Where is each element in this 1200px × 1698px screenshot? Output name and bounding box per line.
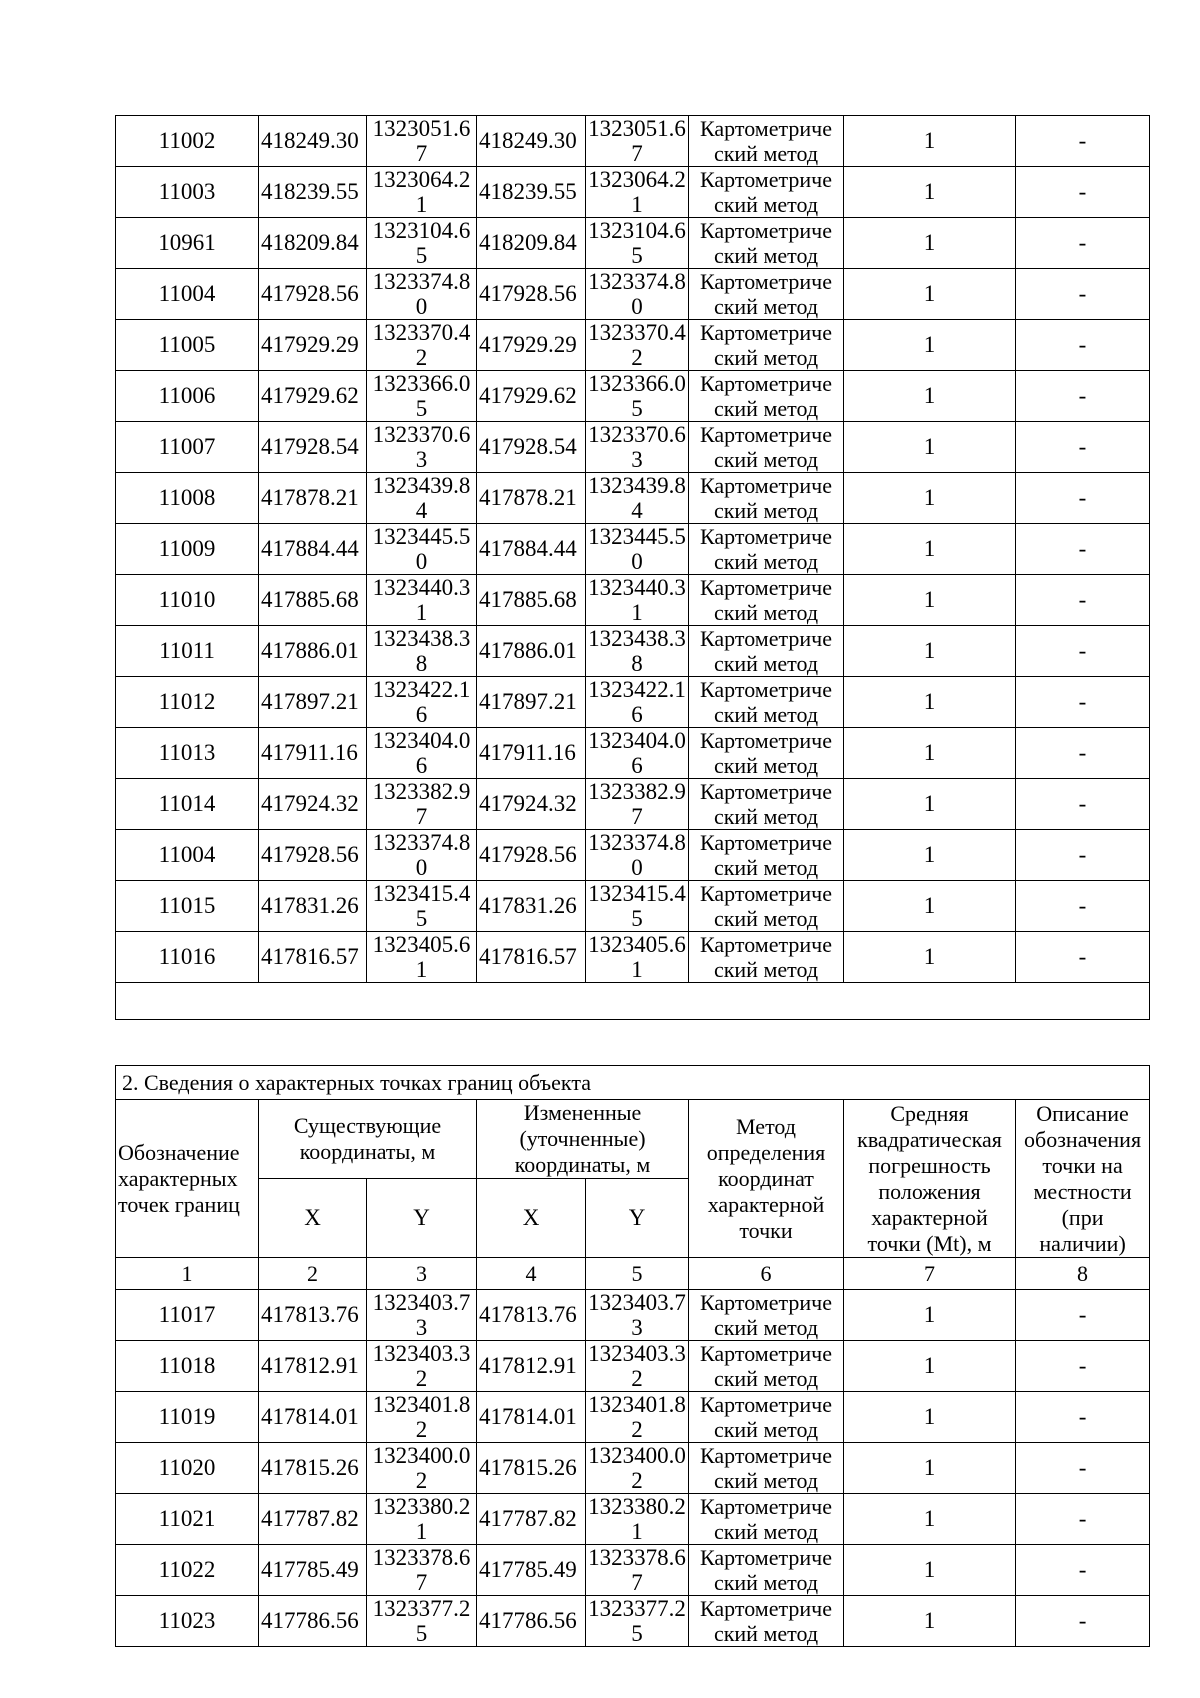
method-line-1: Картометриче — [700, 116, 832, 141]
changed-x: 417878.21 — [477, 473, 586, 524]
header-changed-coords: Измененные (уточненные) координаты, м — [477, 1100, 689, 1179]
method-cell — [689, 218, 844, 269]
method-cell — [689, 830, 844, 881]
point-designation: 11011 — [116, 626, 259, 677]
method-line-1: Картометриче — [700, 1443, 832, 1468]
existing-x: 417815.26 — [259, 1443, 367, 1494]
existing-x: 417886.01 — [259, 626, 367, 677]
table-row — [116, 1494, 1150, 1545]
point-description: - — [1016, 1392, 1150, 1443]
mean-error: 1 — [844, 728, 1016, 779]
table-row — [116, 422, 1150, 473]
existing-y: 1323400.02 — [367, 1443, 477, 1494]
method-line-1: Картометриче — [700, 1494, 832, 1519]
mean-error: 1 — [844, 524, 1016, 575]
point-designation: 10961 — [116, 218, 259, 269]
point-designation: 11023 — [116, 1596, 259, 1647]
mean-error: 1 — [844, 626, 1016, 677]
method-line-1: Картометриче — [700, 1341, 832, 1366]
changed-x: 417815.26 — [477, 1443, 586, 1494]
table-row — [116, 320, 1150, 371]
method-cell — [689, 167, 844, 218]
changed-x: 418239.55 — [477, 167, 586, 218]
point-designation: 11016 — [116, 932, 259, 983]
table2-body — [116, 1066, 1150, 1647]
mean-error: 1 — [844, 1392, 1016, 1443]
mean-error: 1 — [844, 1545, 1016, 1596]
existing-y: 1323382.97 — [367, 779, 477, 830]
method-line-2: ский метод — [713, 804, 819, 829]
method-line-1: Картометриче — [700, 728, 832, 753]
existing-x: 418249.30 — [259, 116, 367, 167]
method-cell — [689, 779, 844, 830]
changed-y: 1323378.67 — [586, 1545, 689, 1596]
method-cell — [689, 1290, 844, 1341]
existing-y: 1323445.50 — [367, 524, 477, 575]
method-line-2: ский метод — [713, 651, 819, 676]
table-row — [116, 1545, 1150, 1596]
method-line-2: ский метод — [713, 396, 819, 421]
changed-y: 1323422.16 — [586, 677, 689, 728]
point-description: - — [1016, 1443, 1150, 1494]
existing-y: 1323403.32 — [367, 1341, 477, 1392]
method-cell — [689, 371, 844, 422]
point-description: - — [1016, 575, 1150, 626]
method-cell — [689, 575, 844, 626]
mean-error: 1 — [844, 473, 1016, 524]
changed-y: 1323403.73 — [586, 1290, 689, 1341]
mean-error: 1 — [844, 167, 1016, 218]
method-line-1: Картометриче — [700, 626, 832, 651]
existing-y: 1323438.38 — [367, 626, 477, 677]
column-number: 4 — [477, 1258, 586, 1290]
method-line-2: ский метод — [713, 1417, 819, 1442]
changed-y: 1323404.06 — [586, 728, 689, 779]
point-designation: 11009 — [116, 524, 259, 575]
method-cell — [689, 881, 844, 932]
table-row — [116, 1290, 1150, 1341]
existing-y: 1323405.61 — [367, 932, 477, 983]
table-row — [116, 167, 1150, 218]
mean-error: 1 — [844, 1341, 1016, 1392]
method-line-1: Картометриче — [700, 830, 832, 855]
method-line-1: Картометриче — [700, 422, 832, 447]
column-number: 8 — [1016, 1258, 1150, 1290]
method-cell — [689, 1596, 844, 1647]
table-row — [116, 932, 1150, 983]
existing-x: 417928.54 — [259, 422, 367, 473]
table-row — [116, 116, 1150, 167]
point-designation: 11014 — [116, 779, 259, 830]
existing-x: 418209.84 — [259, 218, 367, 269]
changed-x: 417924.32 — [477, 779, 586, 830]
existing-x: 417813.76 — [259, 1290, 367, 1341]
method-cell — [689, 932, 844, 983]
existing-x: 417878.21 — [259, 473, 367, 524]
point-description: - — [1016, 1545, 1150, 1596]
header-changed-y: Y — [586, 1179, 689, 1258]
existing-y: 1323439.84 — [367, 473, 477, 524]
table-row — [116, 779, 1150, 830]
method-line-2: ский метод — [713, 345, 819, 370]
changed-y: 1323440.31 — [586, 575, 689, 626]
point-designation: 11022 — [116, 1545, 259, 1596]
changed-x: 417814.01 — [477, 1392, 586, 1443]
method-line-2: ский метод — [713, 1621, 819, 1646]
point-description: - — [1016, 779, 1150, 830]
existing-x: 417924.32 — [259, 779, 367, 830]
changed-x: 417911.16 — [477, 728, 586, 779]
empty-cell — [116, 983, 1150, 1020]
method-line-1: Картометриче — [700, 575, 832, 600]
changed-y: 1323403.32 — [586, 1341, 689, 1392]
existing-x: 418239.55 — [259, 167, 367, 218]
table-row — [116, 1341, 1150, 1392]
changed-y: 1323374.80 — [586, 269, 689, 320]
method-line-1: Картометриче — [700, 1290, 832, 1315]
method-cell — [689, 1443, 844, 1494]
existing-y: 1323404.06 — [367, 728, 477, 779]
point-description: - — [1016, 524, 1150, 575]
point-designation: 11013 — [116, 728, 259, 779]
existing-x: 417816.57 — [259, 932, 367, 983]
changed-y: 1323405.61 — [586, 932, 689, 983]
point-designation: 11018 — [116, 1341, 259, 1392]
changed-x: 417885.68 — [477, 575, 586, 626]
method-line-2: ский метод — [713, 957, 819, 982]
existing-y: 1323401.82 — [367, 1392, 477, 1443]
point-designation: 11005 — [116, 320, 259, 371]
mean-error: 1 — [844, 1290, 1016, 1341]
mean-error: 1 — [844, 677, 1016, 728]
table1-body — [116, 116, 1150, 1020]
method-cell — [689, 116, 844, 167]
method-cell — [689, 1494, 844, 1545]
changed-x: 418249.30 — [477, 116, 586, 167]
table-row — [116, 1443, 1150, 1494]
existing-y: 1323403.73 — [367, 1290, 477, 1341]
changed-x: 417785.49 — [477, 1545, 586, 1596]
column-number: 6 — [689, 1258, 844, 1290]
table-row — [116, 575, 1150, 626]
table-row — [116, 677, 1150, 728]
column-number-row — [116, 1258, 1150, 1290]
changed-x: 417812.91 — [477, 1341, 586, 1392]
method-cell — [689, 422, 844, 473]
changed-y: 1323445.50 — [586, 524, 689, 575]
point-designation: 11006 — [116, 371, 259, 422]
existing-x: 417911.16 — [259, 728, 367, 779]
table-row — [116, 1392, 1150, 1443]
method-cell — [689, 677, 844, 728]
existing-x: 417831.26 — [259, 881, 367, 932]
boundary-points-table-continued — [115, 115, 1150, 1020]
header-existing-coords: Существующие координаты, м — [259, 1100, 477, 1179]
mean-error: 1 — [844, 320, 1016, 371]
changed-y: 1323382.97 — [586, 779, 689, 830]
existing-y: 1323370.42 — [367, 320, 477, 371]
changed-x: 417929.62 — [477, 371, 586, 422]
existing-y: 1323370.63 — [367, 422, 477, 473]
header-mean-error: Средняя квадратическая погрешность положения характерной точки (Mt), м — [844, 1100, 1016, 1258]
existing-x: 417928.56 — [259, 269, 367, 320]
point-description: - — [1016, 167, 1150, 218]
table-row — [116, 728, 1150, 779]
point-description: - — [1016, 728, 1150, 779]
changed-x: 417786.56 — [477, 1596, 586, 1647]
point-designation: 11004 — [116, 269, 259, 320]
method-line-2: ский метод — [713, 141, 819, 166]
point-designation: 11015 — [116, 881, 259, 932]
method-cell — [689, 524, 844, 575]
changed-x: 417928.56 — [477, 269, 586, 320]
column-number: 7 — [844, 1258, 1016, 1290]
mean-error: 1 — [844, 779, 1016, 830]
changed-y: 1323104.65 — [586, 218, 689, 269]
point-description: - — [1016, 269, 1150, 320]
method-line-1: Картометриче — [700, 269, 832, 294]
point-designation: 11003 — [116, 167, 259, 218]
mean-error: 1 — [844, 881, 1016, 932]
header-row-1 — [116, 1100, 1150, 1179]
point-designation: 11002 — [116, 116, 259, 167]
changed-x: 417928.54 — [477, 422, 586, 473]
point-description: - — [1016, 932, 1150, 983]
existing-y: 1323366.05 — [367, 371, 477, 422]
method-cell — [689, 1545, 844, 1596]
column-number: 2 — [259, 1258, 367, 1290]
method-line-1: Картометриче — [700, 473, 832, 498]
method-line-2: ский метод — [713, 906, 819, 931]
existing-y: 1323064.21 — [367, 167, 477, 218]
method-line-1: Картометриче — [700, 881, 832, 906]
changed-x: 417816.57 — [477, 932, 586, 983]
existing-x: 417785.49 — [259, 1545, 367, 1596]
existing-y: 1323374.80 — [367, 830, 477, 881]
changed-y: 1323377.25 — [586, 1596, 689, 1647]
mean-error: 1 — [844, 830, 1016, 881]
method-line-1: Картометриче — [700, 320, 832, 345]
mean-error: 1 — [844, 1494, 1016, 1545]
changed-x: 417886.01 — [477, 626, 586, 677]
column-number: 1 — [116, 1258, 259, 1290]
point-description: - — [1016, 473, 1150, 524]
existing-y: 1323104.65 — [367, 218, 477, 269]
point-description: - — [1016, 1341, 1150, 1392]
point-description: - — [1016, 677, 1150, 728]
method-line-1: Картометриче — [700, 1596, 832, 1621]
point-designation: 11010 — [116, 575, 259, 626]
point-description: - — [1016, 371, 1150, 422]
point-description: - — [1016, 320, 1150, 371]
method-cell — [689, 1392, 844, 1443]
changed-x: 417897.21 — [477, 677, 586, 728]
method-line-1: Картометриче — [700, 1392, 832, 1417]
method-line-1: Картометриче — [700, 371, 832, 396]
mean-error: 1 — [844, 932, 1016, 983]
mean-error: 1 — [844, 371, 1016, 422]
method-cell — [689, 1341, 844, 1392]
method-cell — [689, 320, 844, 371]
changed-y: 1323380.21 — [586, 1494, 689, 1545]
changed-x: 418209.84 — [477, 218, 586, 269]
existing-x: 417929.62 — [259, 371, 367, 422]
header-method: Метод определения координат характерной точки — [689, 1100, 844, 1258]
changed-y: 1323401.82 — [586, 1392, 689, 1443]
method-line-2: ский метод — [713, 1570, 819, 1595]
empty-row — [116, 983, 1150, 1020]
column-number: 5 — [586, 1258, 689, 1290]
table-row — [116, 218, 1150, 269]
method-cell — [689, 626, 844, 677]
point-description: - — [1016, 218, 1150, 269]
existing-x: 417897.21 — [259, 677, 367, 728]
table-row — [116, 371, 1150, 422]
existing-y: 1323422.16 — [367, 677, 477, 728]
header-existing-x: X — [259, 1179, 367, 1258]
method-line-2: ский метод — [713, 243, 819, 268]
header-point-designation: Обозначение характерных точек границ — [116, 1100, 259, 1258]
method-line-2: ский метод — [713, 1519, 819, 1544]
existing-y: 1323374.80 — [367, 269, 477, 320]
mean-error: 1 — [844, 422, 1016, 473]
method-line-2: ский метод — [713, 549, 819, 574]
changed-y: 1323415.45 — [586, 881, 689, 932]
method-line-1: Картометриче — [700, 779, 832, 804]
changed-y: 1323366.05 — [586, 371, 689, 422]
point-designation: 11021 — [116, 1494, 259, 1545]
existing-x: 417928.56 — [259, 830, 367, 881]
point-designation: 11017 — [116, 1290, 259, 1341]
method-line-2: ский метод — [713, 855, 819, 880]
method-line-2: ский метод — [713, 192, 819, 217]
method-line-1: Картометриче — [700, 1545, 832, 1570]
existing-x: 417787.82 — [259, 1494, 367, 1545]
changed-y: 1323370.42 — [586, 320, 689, 371]
point-description: - — [1016, 830, 1150, 881]
point-description: - — [1016, 1290, 1150, 1341]
existing-y: 1323051.67 — [367, 116, 477, 167]
column-number: 3 — [367, 1258, 477, 1290]
table-title: 2. Сведения о характерных точках границ объекта — [116, 1066, 1150, 1100]
existing-y: 1323380.21 — [367, 1494, 477, 1545]
table-row — [116, 881, 1150, 932]
method-line-1: Картометриче — [700, 524, 832, 549]
method-line-2: ский метод — [713, 600, 819, 625]
method-cell — [689, 728, 844, 779]
header-existing-y: Y — [367, 1179, 477, 1258]
existing-y: 1323378.67 — [367, 1545, 477, 1596]
existing-x: 417814.01 — [259, 1392, 367, 1443]
table-row — [116, 524, 1150, 575]
changed-x: 417884.44 — [477, 524, 586, 575]
header-changed-x: X — [477, 1179, 586, 1258]
method-line-2: ский метод — [713, 498, 819, 523]
changed-y: 1323374.80 — [586, 830, 689, 881]
table-row — [116, 830, 1150, 881]
existing-x: 417884.44 — [259, 524, 367, 575]
point-description: - — [1016, 422, 1150, 473]
table-row — [116, 269, 1150, 320]
point-description: - — [1016, 1596, 1150, 1647]
point-designation: 11008 — [116, 473, 259, 524]
changed-y: 1323438.38 — [586, 626, 689, 677]
changed-y: 1323064.21 — [586, 167, 689, 218]
method-line-2: ский метод — [713, 753, 819, 778]
point-description: - — [1016, 626, 1150, 677]
point-description: - — [1016, 1494, 1150, 1545]
existing-y: 1323377.25 — [367, 1596, 477, 1647]
existing-x: 417786.56 — [259, 1596, 367, 1647]
changed-x: 417831.26 — [477, 881, 586, 932]
method-line-1: Картометриче — [700, 932, 832, 957]
table-title-row — [116, 1066, 1150, 1100]
point-designation: 11004 — [116, 830, 259, 881]
method-line-1: Картометриче — [700, 218, 832, 243]
changed-y: 1323439.84 — [586, 473, 689, 524]
mean-error: 1 — [844, 1443, 1016, 1494]
changed-x: 417929.29 — [477, 320, 586, 371]
table-row — [116, 626, 1150, 677]
existing-x: 417929.29 — [259, 320, 367, 371]
mean-error: 1 — [844, 269, 1016, 320]
mean-error: 1 — [844, 1596, 1016, 1647]
point-designation: 11012 — [116, 677, 259, 728]
header-description: Описание обозначения точки на местности (при наличии) — [1016, 1100, 1150, 1258]
changed-x: 417787.82 — [477, 1494, 586, 1545]
point-designation: 11019 — [116, 1392, 259, 1443]
changed-y: 1323370.63 — [586, 422, 689, 473]
method-line-2: ский метод — [713, 1468, 819, 1493]
existing-x: 417812.91 — [259, 1341, 367, 1392]
method-line-2: ский метод — [713, 1315, 819, 1340]
mean-error: 1 — [844, 575, 1016, 626]
mean-error: 1 — [844, 218, 1016, 269]
method-line-2: ский метод — [713, 1366, 819, 1391]
method-line-1: Картометриче — [700, 677, 832, 702]
point-designation: 11020 — [116, 1443, 259, 1494]
point-description: - — [1016, 881, 1150, 932]
mean-error: 1 — [844, 116, 1016, 167]
method-line-2: ский метод — [713, 702, 819, 727]
method-line-2: ский метод — [713, 294, 819, 319]
changed-x: 417813.76 — [477, 1290, 586, 1341]
method-cell — [689, 473, 844, 524]
method-cell — [689, 269, 844, 320]
changed-x: 417928.56 — [477, 830, 586, 881]
method-line-1: Картометриче — [700, 167, 832, 192]
point-description: - — [1016, 116, 1150, 167]
existing-x: 417885.68 — [259, 575, 367, 626]
existing-y: 1323415.45 — [367, 881, 477, 932]
changed-y: 1323051.67 — [586, 116, 689, 167]
changed-y: 1323400.02 — [586, 1443, 689, 1494]
table-row — [116, 473, 1150, 524]
existing-y: 1323440.31 — [367, 575, 477, 626]
method-line-2: ский метод — [713, 447, 819, 472]
point-designation: 11007 — [116, 422, 259, 473]
table-row — [116, 1596, 1150, 1647]
boundary-points-table — [115, 1065, 1150, 1647]
